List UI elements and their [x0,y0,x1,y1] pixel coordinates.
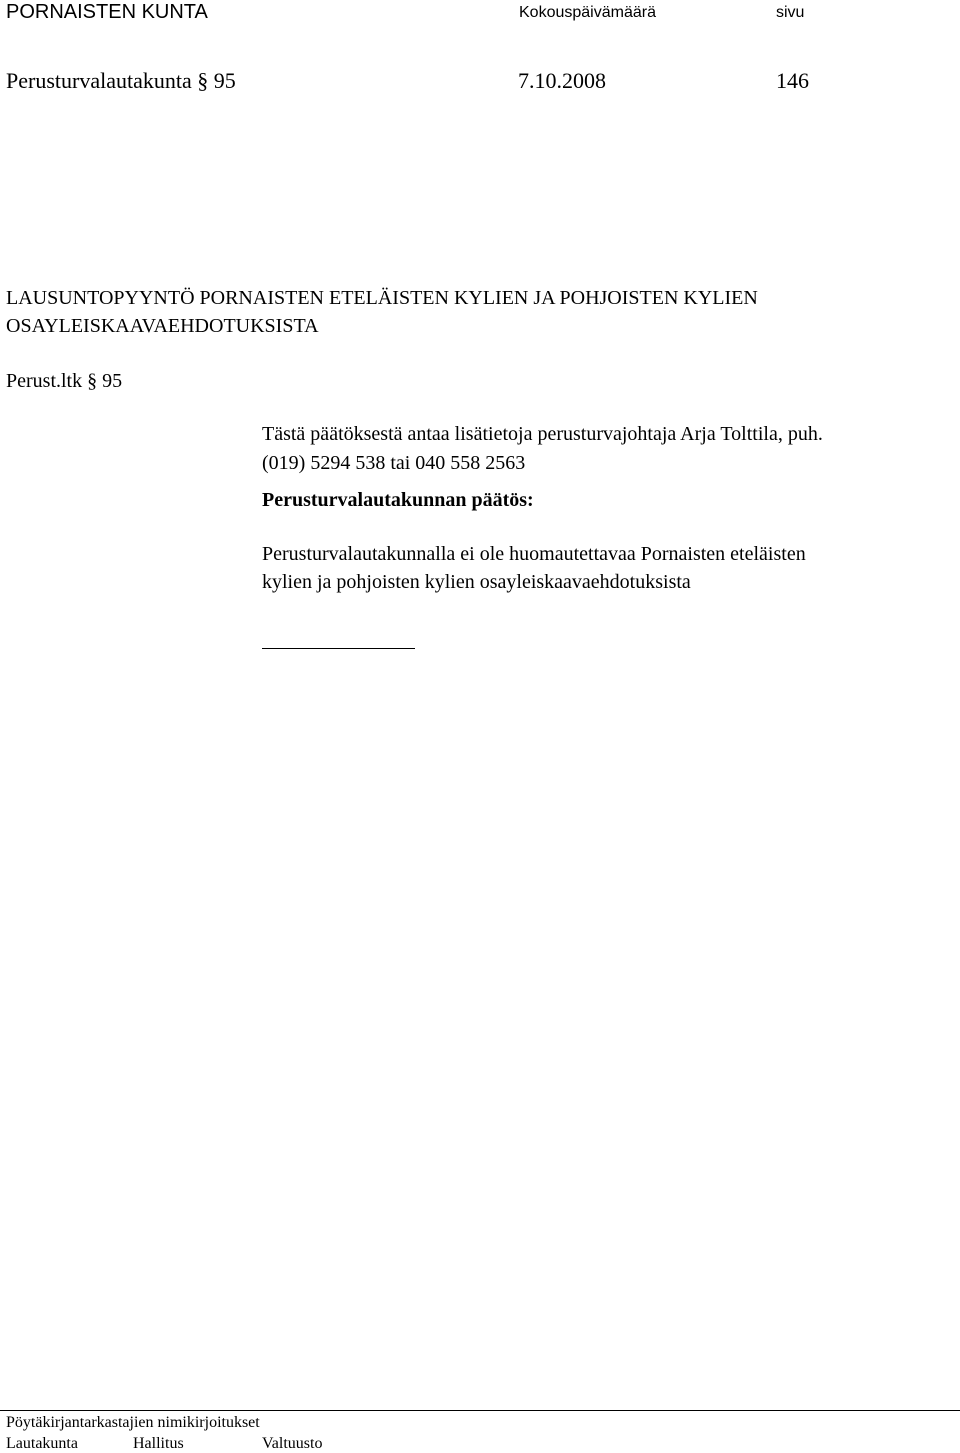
committee-section [6,68,236,94]
info-text-line-2: (019) 5294 538 tai 040 558 2563 [262,452,526,474]
page-label: sivu [776,4,805,21]
meeting-date: 7.10.2008 [518,68,606,93]
footer-signatures-label: Pöytäkirjantarkastajien nimikirjoitukset [6,1414,260,1431]
section-ref-prefix: Perust.ltk [6,370,83,392]
decision-text-line-1: Perusturvalautakunnalla ei ole huomautettavaa Pornaisten eteläisten [262,543,806,565]
document-title-line-2: OSAYLEISKAAVAEHDOTUKSISTA [6,315,319,337]
end-rule [262,648,415,649]
section-ref-symbol: § [87,370,98,392]
footer-divider [0,1410,960,1411]
section-ref-number: 95 [102,370,123,392]
section-reference [6,368,122,394]
section-symbol: § [197,68,209,93]
page-number: 146 [776,68,809,93]
organization-name: PORNAISTEN KUNTA [6,1,208,23]
footer-item-lautakunta: Lautakunta [6,1435,78,1452]
info-text-line-1: Tästä päätöksestä antaa lisätietoja perusturvajohtaja Arja Tolttila, puh. [262,423,823,445]
committee-name: Perusturvalautakunta [6,68,192,93]
date-label: Kokouspäivämäärä [519,4,656,21]
footer-item-valtuusto: Valtuusto [262,1435,323,1452]
decision-heading: Perusturvalautakunnan päätös: [262,489,534,511]
decision-text-line-2: kylien ja pohjoisten kylien osayleiskaavaehdotuksista [262,571,691,593]
footer-item-hallitus: Hallitus [133,1435,184,1452]
document-title-line-1: LAUSUNTOPYYNTÖ PORNAISTEN ETELÄISTEN KYLIEN JA POHJOISTEN KYLIEN [6,287,758,309]
section-number: 95 [213,68,236,93]
